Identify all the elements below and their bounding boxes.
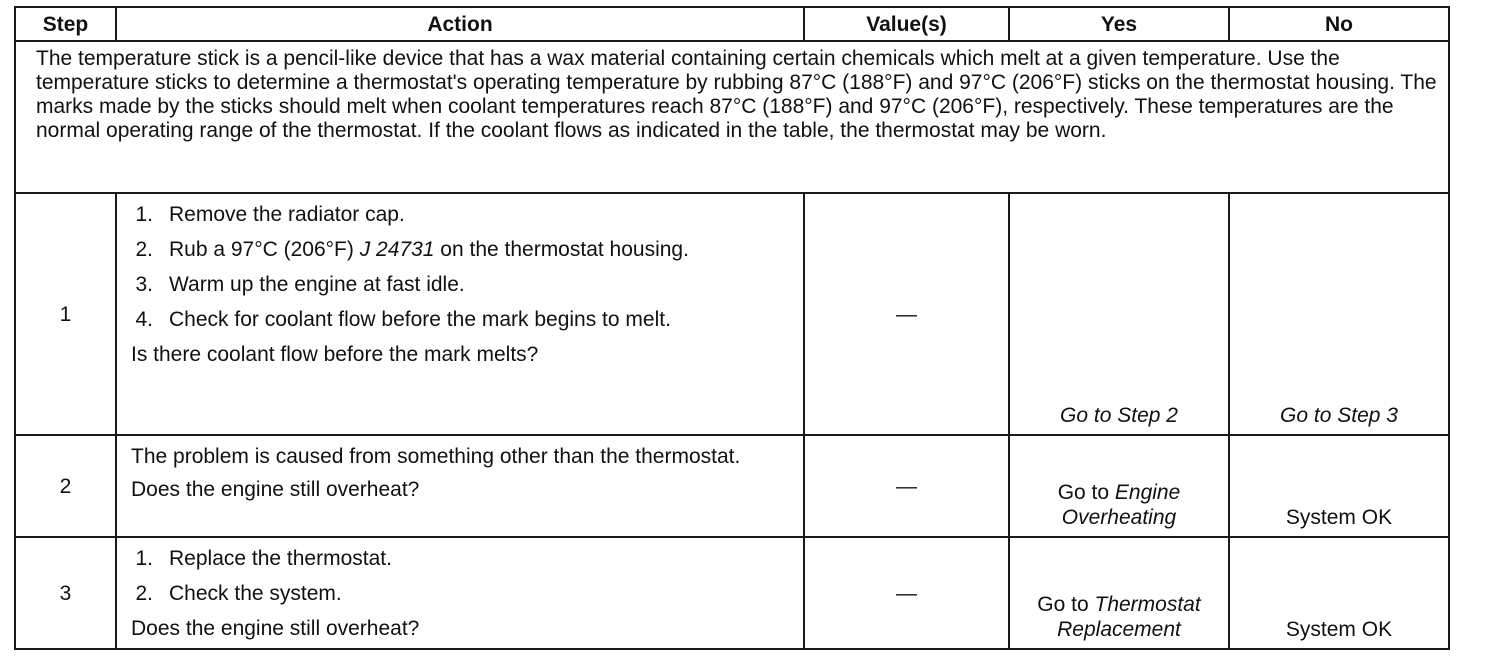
question-text: Is there coolant flow before the mark melts?: [131, 343, 539, 366]
item-text: Check the system.: [169, 582, 342, 605]
item-text: [169, 237, 721, 262]
intro-text: The temperature stick is a pencil-like device that has a wax material containing certain chemicals which melt at a given temperature. Use the temperature sticks to determine a thermostat's operating temperature by rubbing 87°C (188°F) and 97°C (206°F) sticks on the thermostat housing. The marks made by the sticks should melt when coolant temperatures reach 87°C (188°F) and 97°C (206°F), respectively. These temperatures are the normal operating range of the thermostat. If the coolant flows as indicated in the table, the thermostat may be worn.: [15, 41, 1449, 193]
step-number: 3: [15, 537, 116, 649]
item-number: 3.: [135, 273, 153, 296]
action-cell: [116, 193, 804, 435]
yes-result-link[interactable]: [1058, 481, 1181, 529]
item-number: 2.: [135, 238, 153, 261]
link-target-part2: Overheating: [1061, 506, 1177, 529]
item-text: Check for coolant flow before the mark begins to melt.: [169, 308, 671, 331]
item-text: Replace the thermostat.: [169, 547, 392, 570]
list-item: [131, 272, 721, 297]
no-result-link[interactable]: Go to Step 3: [1280, 404, 1398, 427]
question-text: Does the engine still overheat?: [131, 617, 420, 640]
item-number: 4.: [135, 308, 153, 331]
no-cell: [1229, 537, 1449, 649]
link-target-part2: Replacement: [1057, 618, 1181, 641]
table-row: [15, 435, 1449, 537]
item-number: 2.: [135, 582, 153, 605]
value-dash: —: [896, 581, 917, 605]
question-text: Does the engine still overheat?: [131, 478, 420, 501]
value-cell: [804, 193, 1009, 435]
link-target-part1: Engine: [1114, 481, 1181, 504]
list-item: [131, 307, 721, 332]
list-item: [131, 237, 721, 262]
header-values: Value(s): [804, 7, 1009, 41]
tool-reference: J 24731: [359, 238, 435, 261]
action-steps-list: [131, 546, 793, 606]
yes-result-link[interactable]: Go to Step 2: [1060, 404, 1178, 427]
yes-cell: [1009, 537, 1229, 649]
action-cell: [116, 537, 804, 649]
no-result-text: System OK: [1285, 618, 1393, 641]
value-cell: [804, 435, 1009, 537]
value-dash: —: [896, 474, 917, 498]
action-cell: [116, 435, 804, 537]
no-result-text: System OK: [1285, 506, 1393, 529]
item-text-post: on the thermostat housing.: [434, 238, 689, 261]
yes-result-link[interactable]: [1037, 593, 1200, 641]
item-text: Warm up the engine at fast idle.: [169, 273, 465, 296]
header-action: Action: [116, 7, 804, 41]
item-text: Remove the radiator cap.: [169, 203, 405, 226]
no-cell: [1229, 193, 1449, 435]
value-dash: —: [896, 302, 917, 326]
step-number: 1: [15, 193, 116, 435]
list-item: [131, 546, 721, 571]
link-target-part1: Thermostat: [1094, 593, 1201, 616]
link-prefix: Go to: [1037, 593, 1095, 616]
list-item: [131, 202, 721, 227]
no-cell: [1229, 435, 1449, 537]
item-text-pre: Rub a 97°C (206°F): [169, 238, 360, 261]
header-row: [15, 7, 1449, 41]
header-yes: Yes: [1009, 7, 1229, 41]
action-steps-list: [131, 202, 793, 332]
table-row: [15, 193, 1449, 435]
header-no: No: [1229, 7, 1449, 41]
header-step: Step: [15, 7, 116, 41]
intro-row: [15, 41, 1449, 193]
item-number: 1.: [135, 547, 153, 570]
value-cell: [804, 537, 1009, 649]
table-row: [15, 537, 1449, 649]
action-text: The problem is caused from something other than the thermostat.: [131, 445, 741, 468]
link-prefix: Go to: [1057, 481, 1115, 504]
yes-cell: [1009, 435, 1229, 537]
diagnostic-table: [14, 6, 1450, 650]
step-number: 2: [15, 435, 116, 537]
list-item: [131, 581, 721, 606]
yes-cell: [1009, 193, 1229, 435]
item-number: 1.: [135, 203, 153, 226]
